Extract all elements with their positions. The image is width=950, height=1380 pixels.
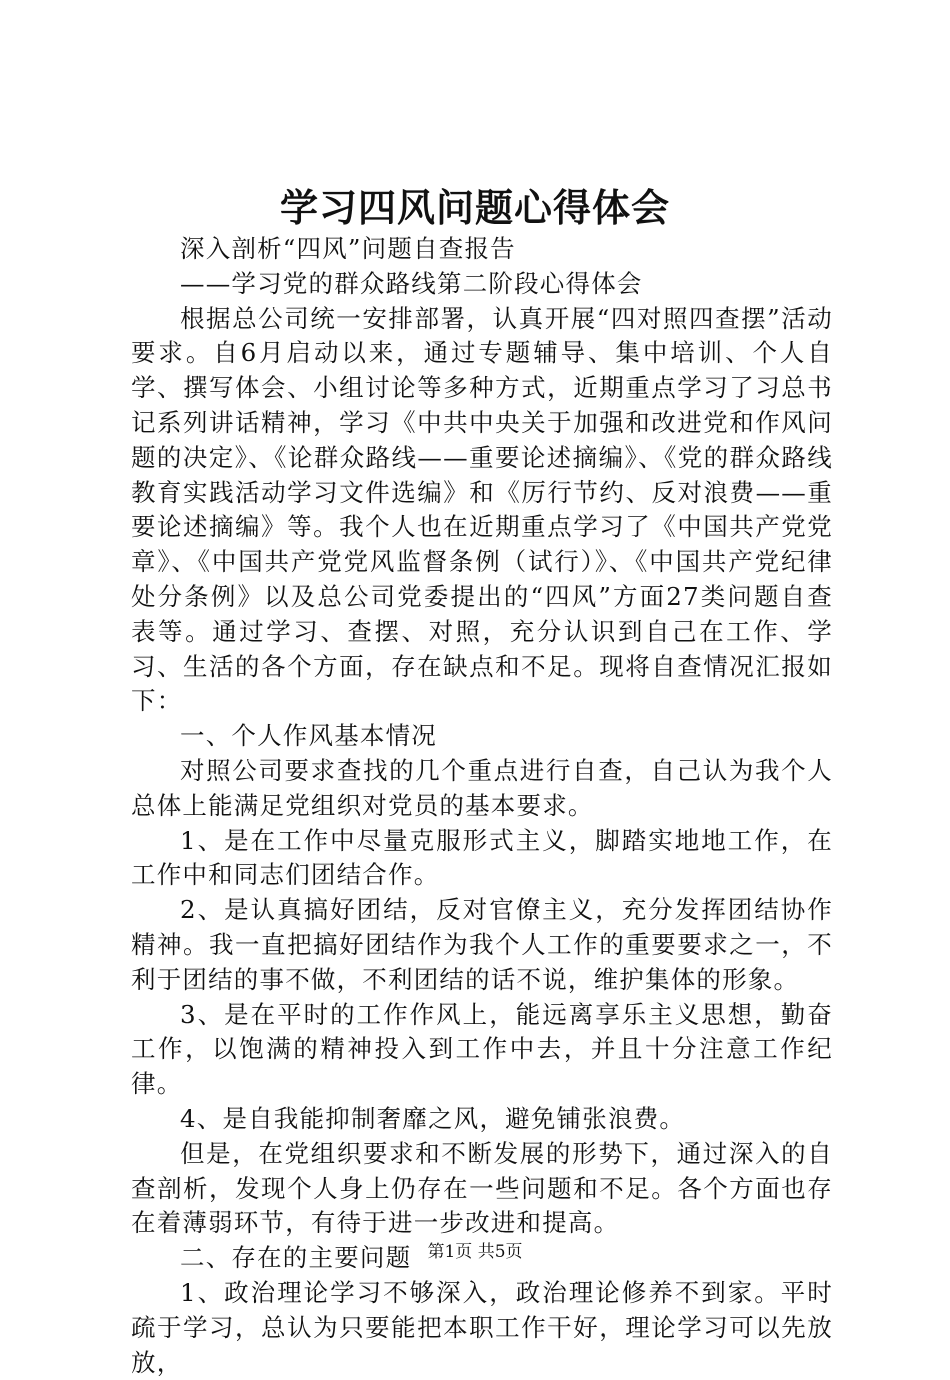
paragraph-intro: 根据总公司统一安排部署，认真开展“四对照四查摆”活动要求。自6月启动以来，通过专题辅导、集中培训、个人自学、撰写体会、小组讨论等多种方式，近期重点学习了习总书记系列讲话精神，学习《中共中央关于加强和改进党和作风问题的决定》、《论群众路线——重要论述摘编》、《党的群众路线教育实践活动学习文件选编》和《厉行节约、反对浪费——重要论述摘编》等。我个人也在近期重点学习了《中国共产党党章》、《中国共产党党风监督条例（试行）》、《中国共产党纪律处分条例》以及总公司党委提出的“四风”方面27类问题自查表等。通过学习、查摆、对照，充分认识到自己在工作、学习、生活的各个方面，存在缺点和不足。现将自查情况汇报如下： [131,303,833,716]
paragraph: 对照公司要求查找的几个重点进行自查，自己认为我个人总体上能满足党组织对党员的基本要求。 [131,755,833,820]
list-item: 1、是在工作中尽量克服形式主义，脚踏实地地工作，在工作中和同志们团结合作。 [131,825,833,890]
page-footer: 第1页 共5页 [427,1242,523,1262]
paragraph: 但是，在党组织要求和不断发展的形势下，通过深入的自查剖析，发现个人身上仍存在一些问题和不足。各个方面也存在着薄弱环节，有待于进一步改进和提高。 [131,1138,833,1238]
list-item: 3、是在平时的工作作风上，能远离享乐主义思想，勤奋工作，以饱满的精神投入到工作中去，并且十分注意工作纪律。 [131,999,833,1099]
list-item: 4、是自我能抑制奢靡之风，避免铺张浪费。 [180,1103,686,1133]
document-title: 学习四风问题心得体会 [279,185,670,230]
list-item: 1、政治理论学习不够深入，政治理论修养不到家。平时疏于学习，总认为只要能把本职工作干好，理论学习可以先放放， [131,1277,833,1377]
section-heading-1: 一、个人作风基本情况 [180,721,437,751]
paragraph-subtitle: 深入剖析“四风”问题自查报告 [180,234,516,263]
paragraph-subtitle-2: ——学习党的群众路线第二阶段心得体会 [180,268,643,298]
document-body [131,232,833,1380]
list-item: 2、是认真搞好团结，反对官僚主义，充分发挥团结协作精神。我一直把搞好团结作为我个人工作的重要要求之一，不利于团结的事不做，不利团结的话不说，维护集体的形象。 [131,895,833,994]
section-heading-2: 二、存在的主要问题 [180,1243,412,1273]
